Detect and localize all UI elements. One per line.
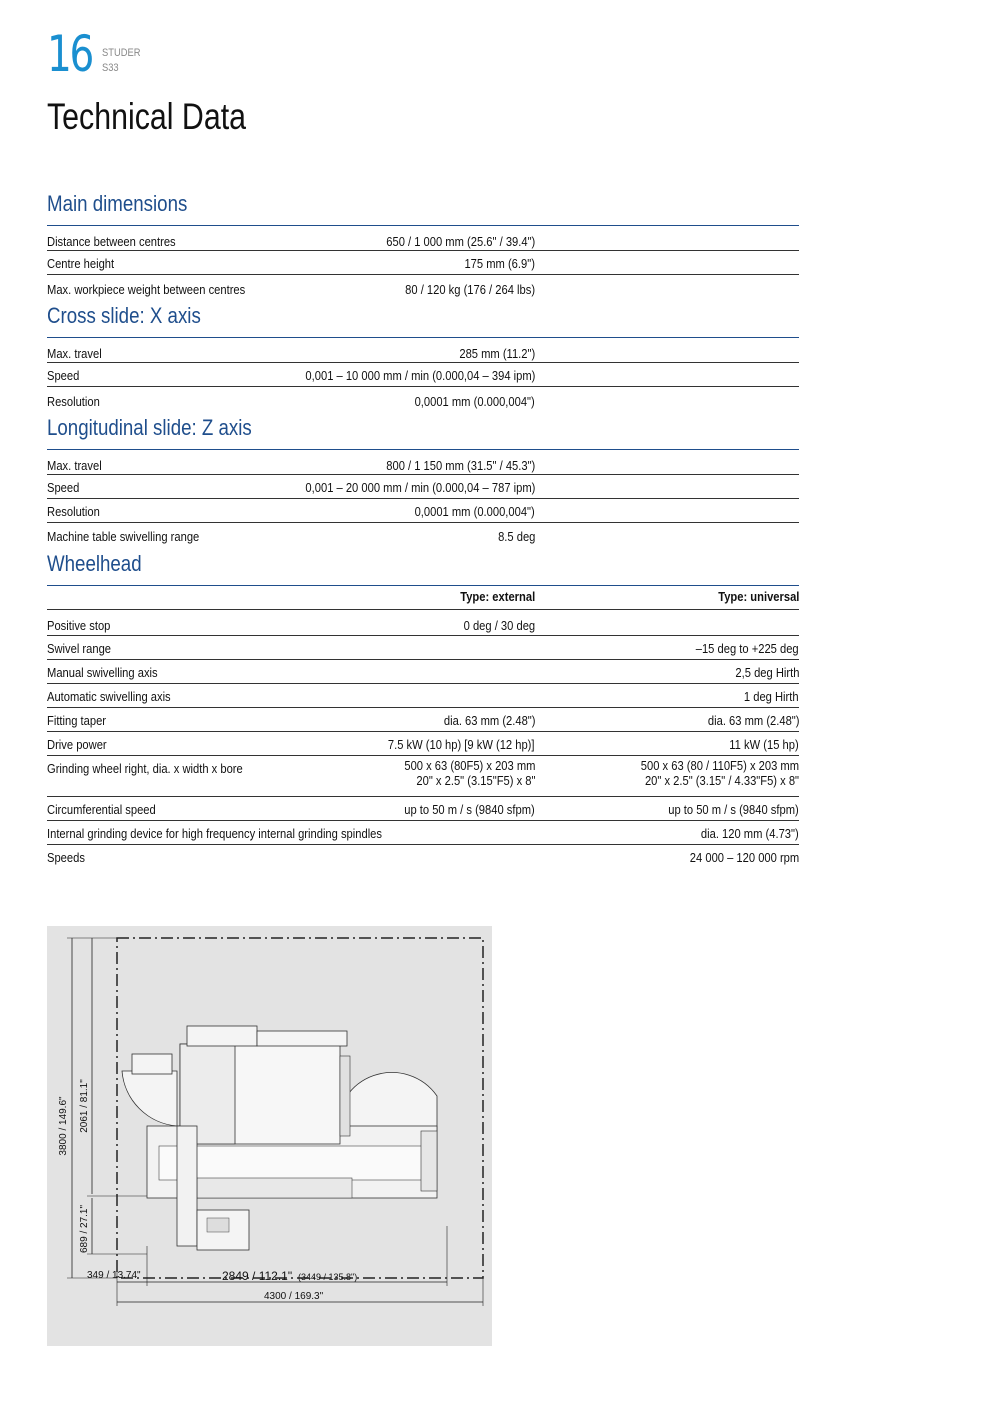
machine-outline-svg <box>47 926 492 1346</box>
row-label: Max. workpiece weight between centres <box>47 282 246 297</box>
dim-machine-width-alt: (3449 / 135.8") <box>298 1272 358 1282</box>
section-title: Longitudinal slide: Z axis <box>47 415 252 440</box>
table-row <box>47 708 799 732</box>
dim-total-width: 4300 / 169.3" <box>264 1291 324 1302</box>
row-label: Fitting taper <box>47 713 107 728</box>
row-label: Machine table swivelling range <box>47 529 200 544</box>
table-row <box>47 610 799 636</box>
row-label: Drive power <box>47 737 107 752</box>
row-label: Internal grinding device for high frequency internal grinding spindles <box>47 826 382 841</box>
row-universal: 1 deg Hirth <box>744 689 799 704</box>
section-title: Wheelhead <box>47 551 142 576</box>
section-rule <box>47 337 799 338</box>
row-value: 175 mm (6.9") <box>464 256 535 271</box>
row-label: Speed <box>47 368 80 383</box>
dim-upper-height: 2061 / 81.1" <box>79 1079 90 1133</box>
machine-table <box>159 1146 424 1180</box>
row-universal: –15 deg to +225 deg <box>696 641 799 656</box>
row-value: 800 / 1 150 mm (31.5" / 45.3") <box>385 458 535 473</box>
row-universal <box>641 758 799 788</box>
row-value: 80 / 120 kg (176 / 264 lbs) <box>405 282 535 297</box>
dim-total-height: 3800 / 149.6" <box>58 1096 69 1156</box>
guard-arc-left <box>122 1071 177 1126</box>
dim-machine-width: 2849 / 112.1" <box>222 1269 293 1283</box>
row-label: Speed <box>47 480 80 495</box>
table-row <box>47 660 799 684</box>
row-label: Automatic swivelling axis <box>47 689 171 704</box>
table-row <box>47 756 799 797</box>
section-rule <box>47 225 799 226</box>
row-label: Resolution <box>47 504 100 519</box>
row-external: up to 50 m / s (9840 sfpm) <box>404 802 535 817</box>
section-title: Main dimensions <box>47 191 188 216</box>
row-value: 0,0001 mm (0.000,004") <box>414 394 535 409</box>
table-row <box>47 821 799 845</box>
row-external: 0 deg / 30 deg <box>463 618 535 633</box>
row-external <box>404 758 535 788</box>
brand-name: STUDER <box>102 47 141 59</box>
row-label: Positive stop <box>47 618 111 633</box>
table-row <box>47 453 799 475</box>
table-row <box>47 684 799 708</box>
guard-arc-right <box>337 1072 437 1131</box>
column-header-external: Type: external <box>460 589 535 604</box>
row-label: Manual swivelling axis <box>47 665 158 680</box>
table-header-row <box>47 586 799 610</box>
row-label: Max. travel <box>47 346 102 361</box>
column-header-universal: Type: universal <box>717 589 799 604</box>
dim-lower-height: 689 / 27.1" <box>79 1204 90 1254</box>
row-label: Max. travel <box>47 458 102 473</box>
section-cross-slide <box>47 301 799 410</box>
row-universal: dia. 120 mm (4.73") <box>701 826 799 841</box>
row-external: dia. 63 mm (2.48") <box>443 713 535 728</box>
row-external-line2: 20" x 2.5" (3.15"F5) x 8" <box>415 773 535 788</box>
row-value: 0,0001 mm (0.000,004") <box>414 504 535 519</box>
table-row <box>47 229 799 251</box>
table-row <box>47 523 799 546</box>
brand-label <box>102 46 140 76</box>
row-universal: dia. 63 mm (2.48") <box>707 713 799 728</box>
model-name: S33 <box>102 62 119 74</box>
row-label: Centre height <box>47 256 115 271</box>
row-universal-line2: 20" x 2.5" (3.15" / 4.33"F5) x 8" <box>644 773 799 788</box>
row-value: 8.5 deg <box>497 529 535 544</box>
table-row <box>47 732 799 756</box>
row-external-line1: 500 x 63 (80F5) x 203 mm <box>403 758 535 773</box>
machine-layout-drawing <box>47 926 492 1346</box>
table-row <box>47 475 799 499</box>
row-label: Resolution <box>47 394 100 409</box>
row-universal: 2,5 deg Hirth <box>734 665 799 680</box>
row-label: Grinding wheel right, dia. x width x bore <box>47 761 243 776</box>
section-wheelhead <box>47 549 799 868</box>
row-universal: 24 000 – 120 000 rpm <box>689 850 799 865</box>
table-row <box>47 797 799 821</box>
row-label: Swivel range <box>47 641 112 656</box>
row-value: 650 / 1 000 mm (25.6" / 39.4") <box>385 234 535 249</box>
row-value: 0,001 – 10 000 mm / min (0.000,04 – 394 ipm) <box>305 368 535 383</box>
row-value: 285 mm (11.2") <box>459 346 535 361</box>
row-value: 0,001 – 20 000 mm / min (0.000,04 – 787 ipm) <box>305 480 535 495</box>
row-label: Speeds <box>47 850 85 865</box>
page-number: 16 <box>47 25 92 83</box>
section-longitudinal-slide <box>47 413 799 546</box>
control-arm <box>177 1126 197 1246</box>
section-rule <box>47 449 799 450</box>
table-row <box>47 341 799 363</box>
row-label: Distance between centres <box>47 234 176 249</box>
table-row <box>47 275 799 298</box>
table-row <box>47 251 799 275</box>
table-row <box>47 845 799 868</box>
table-row <box>47 636 799 660</box>
section-title: Cross slide: X axis <box>47 303 201 328</box>
row-universal: 11 kW (15 hp) <box>729 737 799 752</box>
row-universal: up to 50 m / s (9840 sfpm) <box>668 802 799 817</box>
row-external: 7.5 kW (10 hp) [9 kW (12 hp)] <box>388 737 535 752</box>
dim-left-offset: 349 / 13.74" <box>87 1270 141 1281</box>
row-label: Circumferential speed <box>47 802 156 817</box>
section-main-dimensions <box>47 189 799 298</box>
table-row <box>47 499 799 523</box>
table-row <box>47 363 799 387</box>
row-universal-line1: 500 x 63 (80 / 110F5) x 203 mm <box>640 758 799 773</box>
page-title: Technical Data <box>47 96 247 137</box>
table-row <box>47 387 799 410</box>
